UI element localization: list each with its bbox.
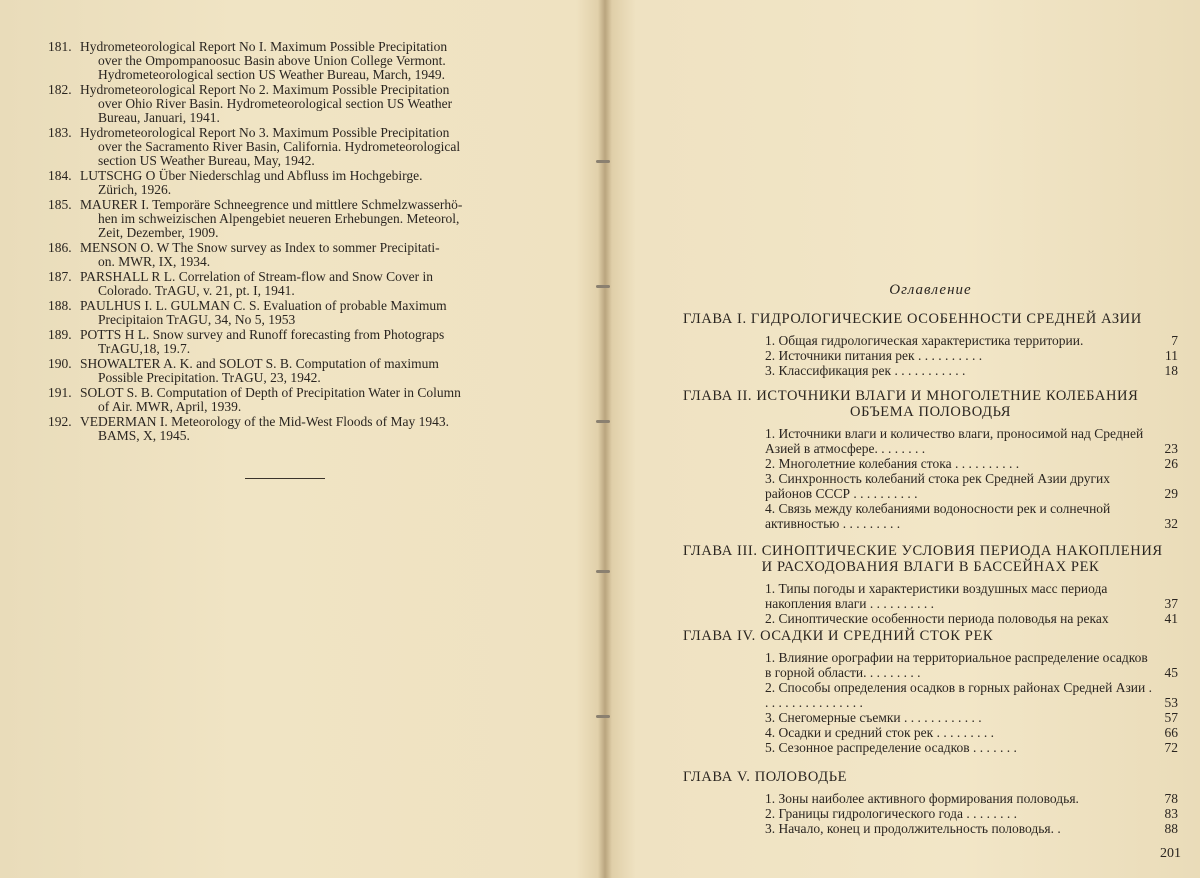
toc-entry [765,725,1178,740]
reference-line: Hydrometeorological Report No 3. Maximum Possible Precipitation [80,125,450,140]
toc-entry-page: 57 [1164,710,1178,725]
reference-line: VEDERMAN I. Meteorology of the Mid-West Floods of May 1943. [80,414,450,429]
reference-item [48,415,548,443]
reference-item [48,357,548,385]
toc-entry [765,806,1178,821]
reference-item [48,299,548,327]
toc-entry-page: 72 [1164,740,1178,755]
chapter-items [683,426,1178,531]
reference-item [48,169,548,197]
toc-entry-page: 88 [1164,821,1178,836]
toc-entry-text: 3. Классификация рек . . . . . . . . . . . [765,363,966,378]
reference-text [80,415,548,443]
chapters [683,311,1178,836]
toc-entry-text: 1. Зоны наиболее активного формирования половодья. [765,791,1079,806]
reference-line: on. MWR, IX, 1934. [98,254,211,269]
table-of-contents [683,282,1178,836]
reference-number: 191. [48,385,72,400]
toc-entry [765,348,1178,363]
toc-entry-text: 1. Источники влаги и количество влаги, проносимой над Средней Азией в атмосфере. . . . . . . . [765,426,1144,456]
reference-line: Hydrometeorological Report No I. Maximum Possible Precipitation [80,39,448,54]
reference-line: TrAGU,18, 19.7. [98,341,191,356]
toc-entry [765,363,1178,378]
toc-entry-page: 23 [1164,441,1178,456]
toc-entry-page: 37 [1164,596,1178,611]
reference-line: over the Sacramento River Basin, California. Hydrometeorological [98,139,461,154]
toc-entry-text: 2. Способы определения осадков в горных районах Средней Азии . . . . . . . . . . . . . . . . [765,680,1152,710]
reference-line: POTTS H L. Snow survey and Runoff forecasting from Photograps [80,327,445,342]
chapter-title: ГЛАВА IV. ОСАДКИ И СРЕДНИЙ СТОК РЕК [683,628,994,644]
reference-line: MENSON O. W The Snow survey as Index to sommer Precipitati- [80,240,440,255]
reference-line: SHOWALTER A. K. and SOLOT S. B. Computation of maximum [80,356,439,371]
reference-text [80,83,548,125]
reference-item [48,40,548,82]
reference-line: Hydrometeorological section US Weather Bureau, March, 1949. [98,67,445,82]
chapter-title-cont: ОБЪЕМА ПОЛОВОДЬЯ [850,404,1011,420]
reference-text [80,198,548,240]
reference-text [80,126,548,168]
chapter [683,388,1178,531]
toc-entry [765,710,1178,725]
reference-line: Colorado. TrAGU, v. 21, pt. I, 1941. [98,283,295,298]
reference-line: hen im schweizischen Alpengebiet neueren Erhebungen. Meteorol, [98,211,460,226]
gutter [598,0,612,878]
references-list [48,40,548,444]
toc-entry-page: 7 [1171,333,1178,348]
toc-entry-text: 1. Типы погоды и характеристики воздушных масс периода накопления влаги . . . . . . . . . . [765,581,1108,611]
reference-number: 181. [48,39,72,54]
chapter-items [683,650,1178,755]
toc-entry-page: 18 [1164,363,1178,378]
reference-line: SOLOT S. B. Computation of Depth of Precipitation Water in Column [80,385,461,400]
reference-line: MAURER I. Temporäre Schneegrence und mittlere Schmelzwasserhö- [80,197,463,212]
toc-entry-text: 2. Синоптические особенности периода половодья на реках [765,611,1109,626]
stitch [596,160,610,163]
reference-number: 184. [48,168,72,183]
stitch [596,570,610,573]
toc-entry-text: 2. Источники питания рек . . . . . . . . . . [765,348,983,363]
reference-text [80,241,548,269]
toc-entry [765,680,1178,710]
reference-line: of Air. MWR, April, 1939. [98,399,242,414]
toc-entry [765,501,1178,531]
reference-number: 192. [48,414,72,429]
toc-entry-page: 66 [1164,725,1178,740]
reference-number: 186. [48,240,72,255]
reference-number: 182. [48,82,72,97]
reference-line: Zürich, 1926. [98,182,172,197]
toc-entry [765,611,1178,626]
toc-entry [765,333,1178,348]
toc-entry-text: 3. Снегомерные съемки . . . . . . . . . . . . [765,710,982,725]
toc-entry-text: 2. Многолетние колебания стока . . . . . . . . . . [765,456,1020,471]
reference-line: PAULHUS I. L. GULMAN C. S. Evaluation of probable Maximum [80,298,447,313]
chapter-items [683,791,1178,836]
reference-text [80,299,548,327]
reference-number: 188. [48,298,72,313]
toc-entry-page: 83 [1164,806,1178,821]
toc-entry [765,471,1178,501]
reference-line: Hydrometeorological Report No 2. Maximum Possible Precipitation [80,82,450,97]
toc-entry [765,581,1178,611]
chapter-title: ГЛАВА V. ПОЛОВОДЬЕ [683,769,848,785]
chapter [683,543,1178,626]
reference-number: 185. [48,197,72,212]
reference-text [80,357,548,385]
reference-item [48,241,548,269]
reference-number: 183. [48,125,72,140]
page-number: 201 [1160,846,1181,861]
reference-text [80,386,548,414]
toc-entry-text: 4. Связь между колебаниями водоносности рек и солнечной активностью . . . . . . . . . [765,501,1111,531]
end-rule [245,478,325,479]
toc-entry-page: 53 [1164,695,1178,710]
reference-line: section US Weather Bureau, May, 1942. [98,153,315,168]
stitch [596,420,610,423]
reference-text [80,169,548,197]
toc-entry [765,456,1178,471]
toc-title: Оглавление [889,282,972,298]
reference-line: Bureau, Januari, 1941. [98,110,220,125]
chapter-title-cont: И РАСХОДОВАНИЯ ВЛАГИ В БАССЕЙНАХ РЕК [761,559,1100,575]
toc-entry [765,650,1178,680]
reference-item [48,126,548,168]
reference-item [48,270,548,298]
toc-entry-text: 1. Влияние орографии на территориальное распределение осадков в горной области. . . . . . . . . [765,650,1148,680]
reference-line: Possible Precipitation. TrAGU, 23, 1942. [98,370,321,385]
chapter-title: ГЛАВА III. СИНОПТИЧЕСКИЕ УСЛОВИЯ ПЕРИОДА НАКОПЛЕНИЯ [683,543,1163,559]
chapter [683,311,1178,378]
reference-line: PARSHALL R L. Correlation of Stream-flow and Snow Cover in [80,269,433,284]
chapter-title: ГЛАВА II. ИСТОЧНИКИ ВЛАГИ И МНОГОЛЕТНИЕ КОЛЕБАНИЯ [683,388,1139,404]
chapter-title: ГЛАВА I. ГИДРОЛОГИЧЕСКИЕ ОСОБЕННОСТИ СРЕДНЕЙ АЗИИ [683,311,1142,327]
toc-entry-page: 29 [1164,486,1178,501]
toc-entry-text: 1. Общая гидрологическая характеристика территории. [765,333,1084,348]
toc-entry-text: 3. Начало, конец и продолжительность половодья. . [765,821,1061,836]
toc-entry-page: 11 [1165,348,1178,363]
toc-entry-page: 41 [1164,611,1178,626]
reference-item [48,83,548,125]
reference-line: LUTSCHG O Über Niederschlag und Abfluss im Hochgebirge. [80,168,423,183]
reference-line: Precipitaion TrAGU, 34, No 5, 1953 [98,312,296,327]
reference-line: Zeit, Dezember, 1909. [98,225,219,240]
toc-entry-page: 78 [1164,791,1178,806]
reference-item [48,328,548,356]
chapter-items [683,581,1178,626]
reference-text [80,40,548,82]
reference-number: 189. [48,327,72,342]
toc-entry [765,821,1178,836]
stitch [596,715,610,718]
toc-entry-page: 32 [1164,516,1178,531]
reference-item [48,198,548,240]
toc-entry-text: 3. Синхронность колебаний стока рек Средней Азии других районов СССР . . . . . . . . . . [765,471,1110,501]
reference-line: over Ohio River Basin. Hydrometeorological section US Weather [98,96,453,111]
reference-text [80,328,548,356]
chapter [683,628,1178,755]
toc-entry-text: 2. Границы гидрологического года . . . . . . . . [765,806,1017,821]
toc-entry-page: 26 [1164,456,1178,471]
toc-entry-page: 45 [1164,665,1178,680]
chapter-items [683,333,1178,378]
chapter [683,769,1178,836]
toc-entry [765,740,1178,755]
reference-text [80,270,548,298]
toc-entry-text: 4. Осадки и средний сток рек . . . . . . . . . [765,725,994,740]
toc-entry [765,426,1178,456]
reference-item [48,386,548,414]
reference-number: 190. [48,356,72,371]
toc-entry [765,791,1178,806]
reference-line: BAMS, X, 1945. [98,428,190,443]
stitch [596,285,610,288]
reference-number: 187. [48,269,72,284]
toc-entry-text: 5. Сезонное распределение осадков . . . . . . . [765,740,1017,755]
reference-line: over the Ompompanoosuc Basin above Union College Vermont. [98,53,446,68]
